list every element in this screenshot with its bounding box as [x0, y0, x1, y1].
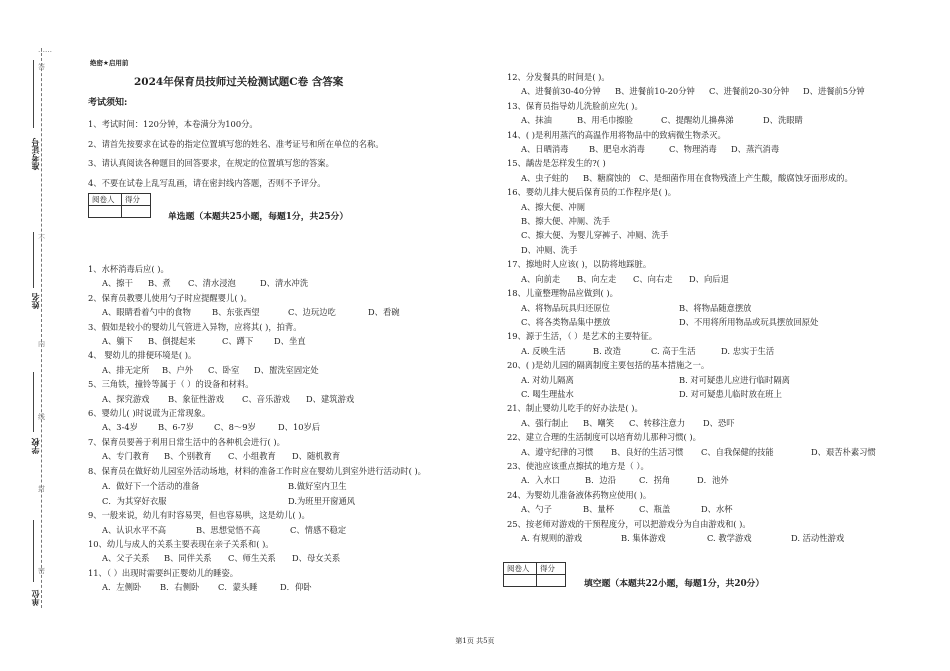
option[interactable]: A、躺下 — [102, 336, 133, 347]
question-text: 20、( )是幼儿园的隔离制度主要包括的基本措施之一。 — [507, 360, 710, 371]
school-label: 学校 — [31, 438, 40, 454]
option[interactable]: D、不用将所用物品或玩具摆放回原处 — [679, 316, 819, 327]
option[interactable]: D、清水冲洗 — [260, 278, 309, 289]
option[interactable]: B.做好室内卫生 — [288, 481, 347, 492]
binding-top-mark: …… — [38, 46, 52, 54]
question-text: 2、保育员教婴儿使用勺子时应提醒婴儿( )。 — [88, 292, 252, 303]
option[interactable]: B、用毛巾擦脸 — [577, 115, 633, 126]
option[interactable]: A、抹油 — [521, 115, 552, 126]
question-text: 21、制止婴幼儿吃手的好办法是( )。 — [507, 403, 643, 414]
option[interactable]: B、进餐前10-20分钟 — [615, 86, 695, 97]
option[interactable]: C、边玩边吃 — [288, 307, 336, 318]
notice-item: 2、请首先按要求在试卷的指定位置填写您的姓名、准考证号和所在单位的名称。 — [88, 138, 384, 149]
option[interactable]: C、转移注意力 — [629, 417, 686, 428]
question-text: 10、幼儿与成人的关系主要表现在亲子关系和( )。 — [88, 538, 274, 549]
option[interactable]: A. 反映生活 — [521, 345, 566, 356]
option[interactable]: A、进餐前30-40分钟 — [521, 86, 601, 97]
option[interactable]: C、进餐前20-30分钟 — [709, 86, 790, 97]
question-options — [507, 502, 927, 516]
question-text: 12、分发餐具的时间是( )。 — [507, 72, 610, 82]
option[interactable]: D、洗眼睛 — [763, 115, 803, 126]
binding-char-feng: 封 — [38, 485, 45, 493]
question-options — [507, 171, 927, 185]
option[interactable]: B、糖腐蚀的 — [583, 172, 631, 183]
option[interactable]: A．入水口 — [521, 475, 561, 486]
option[interactable]: D、母女关系 — [292, 553, 341, 564]
option[interactable]: B、良好的生活习惯 — [611, 446, 684, 457]
option[interactable]: A、擦大便、冲厕 — [521, 201, 586, 212]
option[interactable]: C．拐角 — [639, 475, 671, 486]
option[interactable]: D、进餐前5分钟 — [803, 86, 865, 97]
reviewer-label: 阅卷人 — [89, 194, 122, 206]
question-options — [88, 494, 488, 508]
option[interactable]: B. 对可疑患儿应进行临时隔离 — [679, 374, 790, 385]
page-title: 2024年保育员技师过关检测试题C卷 含答案 — [134, 76, 344, 88]
question-options — [88, 276, 488, 290]
option[interactable]: D．池外 — [697, 475, 729, 486]
question-text: 19、源于生活，（ ）是艺术的主要特征。 — [507, 331, 658, 342]
question-text: 6、婴幼儿( )时说谎为正常现象。 — [88, 408, 211, 419]
score-table-1 — [88, 193, 151, 218]
option[interactable]: C、师生关系 — [228, 553, 276, 564]
option[interactable]: D、向后退 — [689, 273, 729, 284]
option[interactable]: C．蒙头睡 — [218, 582, 258, 593]
question-text: 23、使池应该重点擦拭的地方是（ ）。 — [507, 460, 649, 471]
option[interactable]: D、艰苦朴素习惯 — [811, 446, 876, 457]
option[interactable]: D、盥洗室固定处 — [254, 364, 319, 375]
option[interactable]: C. 喝生理盐水 — [521, 388, 574, 399]
page-footer: 第1页 共5页 — [455, 637, 495, 645]
binding-dashed-line — [41, 48, 42, 608]
question-options — [88, 392, 488, 406]
reviewer-cell[interactable] — [89, 206, 122, 218]
option[interactable]: C、擦大便、为婴儿穿裤子、冲厕、洗手 — [521, 230, 669, 241]
option[interactable]: C、蹲下 — [222, 336, 254, 347]
option[interactable]: D、恐吓 — [703, 417, 735, 428]
option[interactable]: C、是细菌作用在食物残渣上产生酸，酸腐蚀牙面形成的。 — [639, 172, 853, 183]
option[interactable]: B、擦大便、冲厕、洗手 — [521, 216, 611, 227]
question-options — [507, 113, 927, 127]
question-options — [88, 305, 488, 319]
notice-heading: 考试须知: — [88, 98, 128, 108]
question-options — [507, 531, 927, 545]
score-cell[interactable] — [537, 575, 566, 587]
question-text: 1、水杯消毒后应( )。 — [88, 264, 169, 274]
option[interactable]: A、父子关系 — [102, 553, 150, 564]
question-options — [88, 420, 488, 434]
option[interactable]: B. 集体游戏 — [621, 533, 666, 543]
option[interactable]: C、清水浸泡 — [188, 278, 236, 289]
option[interactable]: D、蒸汽消毒 — [731, 144, 780, 155]
option[interactable]: D．仰卧 — [280, 582, 312, 593]
question-text: 4、 婴幼儿的排便环境是( )。 — [88, 350, 197, 361]
option[interactable]: D. 活动性游戏 — [791, 533, 845, 543]
option[interactable]: C、提醒幼儿擤鼻涕 — [661, 115, 734, 126]
option[interactable]: A、认识水平不高 — [102, 524, 167, 535]
question-options — [507, 344, 927, 358]
question-options — [507, 142, 927, 156]
question-options — [507, 387, 927, 401]
option[interactable]: C、将各类物品集中摆放 — [521, 316, 611, 327]
question-options — [507, 243, 927, 257]
option[interactable]: A、眼睛看着勺中的食物 — [102, 307, 191, 318]
question-text: 15、龋齿是怎样发生的?( ) — [507, 158, 606, 169]
option[interactable]: C、物理消毒 — [669, 144, 717, 155]
option[interactable]: A、排无定所 — [102, 364, 150, 375]
question-text: 17、擦地时人应该( )，以防将地踩脏。 — [507, 259, 652, 270]
option[interactable]: D、坐直 — [274, 336, 306, 347]
option[interactable]: B、户外 — [162, 364, 193, 375]
left-question-column — [88, 262, 488, 595]
option[interactable]: D、水杯 — [701, 504, 733, 515]
option[interactable]: B. 改造 — [593, 345, 621, 356]
question-options — [507, 228, 927, 242]
unit-label: 单位 — [31, 590, 40, 606]
option[interactable]: A、3-4岁 — [102, 422, 138, 433]
option[interactable]: C、卧室 — [208, 364, 240, 375]
notice-item: 3、请认真阅读各种题目的回答要求，在规定的位置填写您的答案。 — [88, 158, 334, 168]
secret-mark: 绝密★启用前 — [90, 59, 129, 67]
option[interactable]: A、遵守纪律的习惯 — [521, 446, 594, 457]
unit-blank — [33, 520, 34, 582]
binding-char-xian: 线 — [38, 413, 45, 421]
option[interactable]: D、看碗 — [368, 307, 400, 318]
ticket-number-blank — [33, 60, 34, 128]
question-options — [507, 214, 927, 228]
option[interactable]: A、专门教育 — [102, 451, 150, 462]
question-options — [88, 334, 488, 348]
option[interactable]: B、煮 — [148, 278, 171, 289]
option[interactable]: B、量杯 — [583, 504, 614, 515]
question-text: 9、一般来说，幼儿有时容易哭，但也容易哄，这是幼儿( )。 — [88, 510, 310, 521]
question-text: 5、三角铁，撞铃等属于（ ）的设备和材料。 — [88, 379, 254, 390]
question-text: 16、婴幼儿排大便后保育员的工作程序是( )。 — [507, 187, 677, 198]
question-options — [88, 580, 488, 594]
option[interactable]: A、将物品玩具归还原位 — [521, 302, 610, 313]
option[interactable]: C、小组教育 — [228, 451, 276, 462]
option[interactable]: A、强行制止 — [521, 417, 569, 428]
option[interactable]: C、情感不稳定 — [290, 524, 347, 535]
option[interactable]: C、8～9岁 — [214, 422, 256, 433]
binding-char-mi: 密 — [38, 567, 45, 575]
question-text: 13、保育员指导幼儿洗脸前应先( )。 — [507, 100, 643, 111]
binding-char-bu: 不 — [38, 234, 45, 242]
question-text: 8、保育员在做好幼儿园室外活动场地，材料的准备工作时应在婴幼儿到室外进行活动时( )。 — [88, 465, 426, 476]
question-text: 14、( )是利用蒸汽的高温作用将物品中的致病微生物杀灭。 — [507, 129, 726, 140]
option[interactable]: C、向右走 — [633, 273, 673, 284]
option[interactable]: D、冲厕、洗手 — [521, 244, 578, 255]
option[interactable]: D. 对可疑患儿临时放在班上 — [679, 388, 782, 399]
option[interactable]: B、倒提起来 — [148, 336, 196, 347]
name-label: 姓名 — [31, 293, 40, 309]
binding-char-nei: 内 — [38, 340, 45, 348]
question-options — [507, 416, 927, 430]
score-table-2 — [503, 562, 566, 587]
right-question-column — [507, 70, 927, 545]
notice-list — [88, 115, 384, 193]
name-blank — [33, 232, 34, 288]
option[interactable]: B、肥皂水消毒 — [589, 144, 645, 155]
question-options — [507, 473, 927, 487]
option[interactable]: A、虫子蛀的 — [521, 172, 569, 183]
option[interactable]: C、自我保健的技能 — [701, 446, 774, 457]
reviewer-cell[interactable] — [504, 575, 537, 587]
option[interactable]: B．边沿 — [585, 475, 616, 486]
question-text: 7、保育员要善于利用日常生活中的各种机会进行( )。 — [88, 436, 285, 447]
option[interactable]: C. 教学游戏 — [707, 533, 752, 543]
question-options — [88, 551, 488, 565]
option[interactable]: A．左侧卧 — [102, 582, 142, 593]
option[interactable]: D.为班里开窗通风 — [288, 496, 356, 507]
question-options — [507, 301, 927, 315]
option[interactable]: D、随机教育 — [292, 451, 341, 462]
question-options — [88, 523, 488, 537]
section2-title: 填空题（本题共22小题，每题1分，共20分） — [584, 579, 765, 589]
option[interactable]: A. 有规则的游戏 — [521, 533, 583, 543]
question-options — [507, 84, 927, 98]
score-cell[interactable] — [122, 206, 151, 218]
option[interactable]: B、同伴关系 — [164, 553, 212, 564]
option[interactable]: D、建筑游戏 — [306, 393, 355, 404]
option[interactable]: B、6-7岁 — [158, 422, 195, 433]
option[interactable]: D、10岁后 — [278, 422, 321, 433]
option[interactable]: C、瓶盖 — [639, 504, 671, 515]
question-options — [507, 200, 927, 214]
question-options — [88, 363, 488, 377]
option[interactable]: D. 忠实于生活 — [721, 345, 775, 356]
question-options — [88, 478, 488, 494]
option[interactable]: B、将物品随意摆放 — [679, 302, 752, 313]
score-label: 得分 — [122, 194, 151, 206]
reviewer-label: 阅卷人 — [504, 563, 537, 575]
question-options — [88, 449, 488, 463]
option[interactable]: B、思想觉悟不高 — [196, 524, 261, 535]
question-text: 18、儿童整理物品应做到( )。 — [507, 288, 618, 299]
school-blank — [33, 372, 34, 432]
section1-title: 单选题（本题共25小题，每题1分，共25分） — [168, 212, 349, 222]
option[interactable]: C．为其穿好衣服 — [102, 496, 167, 507]
question-options — [507, 272, 927, 286]
option[interactable]: B、嘲笑 — [583, 417, 614, 428]
question-text: 25、按老师对游戏的干预程度分，可以把游戏分为自由游戏和( )。 — [507, 518, 751, 529]
option[interactable]: B、向左走 — [577, 273, 617, 284]
ticket-number-label: 准考证号 — [31, 138, 40, 170]
question-text: 22、建立合理的生活制度可以培育幼儿那种习惯( )。 — [507, 432, 701, 443]
question-text: 24、为婴幼儿准备液体药物应使用( )。 — [507, 489, 652, 500]
question-options — [507, 315, 927, 329]
question-options — [507, 373, 927, 387]
option[interactable]: B、东张西望 — [212, 307, 260, 318]
question-text: 3、假如是较小的婴幼儿气管进入异物，应将其( )，拍背。 — [88, 321, 302, 332]
option[interactable]: A、日晒消毒 — [521, 144, 569, 155]
option[interactable]: A、向前走 — [521, 273, 561, 284]
notice-item: 1、考试时间：120分钟，本卷满分为100分。 — [88, 119, 258, 129]
option[interactable]: B、个别教育 — [164, 451, 212, 462]
option[interactable]: B．右侧卧 — [160, 582, 200, 593]
option[interactable]: A．做好下一个活动的准备 — [102, 481, 200, 492]
option[interactable]: A、勺子 — [521, 504, 552, 515]
notice-item: 4、不要在试卷上乱写乱画，请在密封线内答题，否则不予评分。 — [88, 177, 326, 188]
score-label: 得分 — [537, 563, 566, 575]
option[interactable]: A、擦干 — [102, 278, 133, 289]
option[interactable]: A、探究游戏 — [102, 393, 150, 404]
option[interactable]: A. 对幼儿隔离 — [521, 374, 574, 385]
option[interactable]: C. 高于生活 — [651, 345, 696, 356]
option[interactable]: B、象征性游戏 — [168, 393, 224, 404]
question-text: 11、（ ）出现时需要纠正婴幼儿的睡姿。 — [88, 567, 239, 578]
option[interactable]: C、音乐游戏 — [242, 393, 290, 404]
binding-char-da: 答 — [38, 63, 45, 71]
question-options — [507, 445, 927, 459]
